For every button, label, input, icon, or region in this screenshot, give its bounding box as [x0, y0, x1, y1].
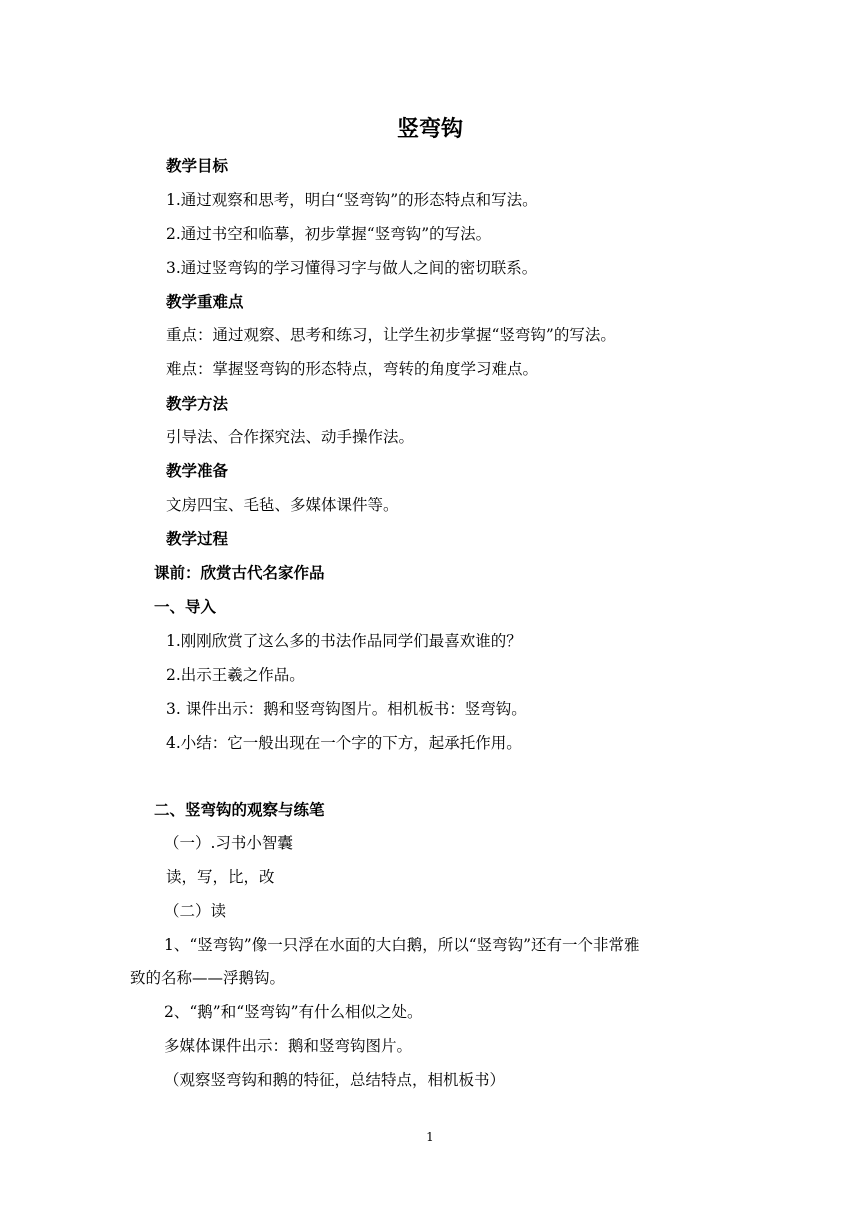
subsection-heading: （二）读	[164, 902, 227, 920]
goal-item: 2.通过书空和临摹，初步掌握“竖弯钩”的写法。	[166, 225, 492, 243]
paragraph-line: 2、“鹅”和“竖弯钩”有什么相似之处。	[164, 1003, 423, 1021]
observation-heading: 二、竖弯钩的观察与练笔	[154, 801, 325, 819]
prep-text: 文房四宝、毛毡、多媒体课件等。	[166, 496, 399, 514]
intro-item: 1.刚刚欣赏了这么多的书法作品同学们最喜欢谁的？	[166, 632, 522, 650]
methods-heading: 教学方法	[166, 395, 229, 413]
intro-item: 2.出示王羲之作品。	[166, 666, 305, 684]
paragraph-line: （观察竖弯钩和鹅的特征，总结特点，相机板书）	[164, 1071, 506, 1089]
subsection-heading: （一）.习书小智囊	[164, 834, 293, 852]
prep-heading: 教学准备	[166, 462, 229, 480]
keypoint-item: 难点：掌握竖弯钩的形态特点，弯转的角度学习难点。	[166, 360, 539, 378]
keypoint-item: 重点：通过观察、思考和练习，让学生初步掌握“竖弯钩”的写法。	[166, 326, 616, 344]
document-title: 竖弯钩	[396, 117, 463, 142]
intro-item: 3. 课件出示：鹅和竖弯钩图片。相机板书：竖弯钩。	[166, 700, 527, 718]
goal-item: 3.通过竖弯钩的学习懂得习字与做人之间的密切联系。	[166, 259, 538, 277]
goals-heading: 教学目标	[166, 157, 229, 175]
keypoints-heading: 教学重难点	[166, 293, 244, 311]
methods-text: 引导法、合作探究法、动手操作法。	[166, 428, 415, 446]
page-number: 1	[426, 1130, 434, 1144]
paragraph-line: 1、“竖弯钩”像一只浮在水面的大白鹅，所以“竖弯钩”还有一个非常雅	[164, 936, 640, 954]
goal-item: 1.通过观察和思考，明白“竖弯钩”的形态特点和写法。	[166, 191, 538, 209]
process-heading: 教学过程	[166, 530, 229, 548]
paragraph-line: 致的名称——浮鹅钩。	[130, 969, 286, 987]
intro-item: 4.小结：它一般出现在一个字的下方，起承托作用。	[166, 734, 522, 752]
intro-heading: 一、导入	[154, 598, 217, 616]
subsection-text: 读，写，比，改	[166, 868, 275, 886]
pre-class-heading: 课前：欣赏古代名家作品	[154, 564, 325, 582]
paragraph-line: 多媒体课件出示：鹅和竖弯钩图片。	[164, 1037, 413, 1055]
